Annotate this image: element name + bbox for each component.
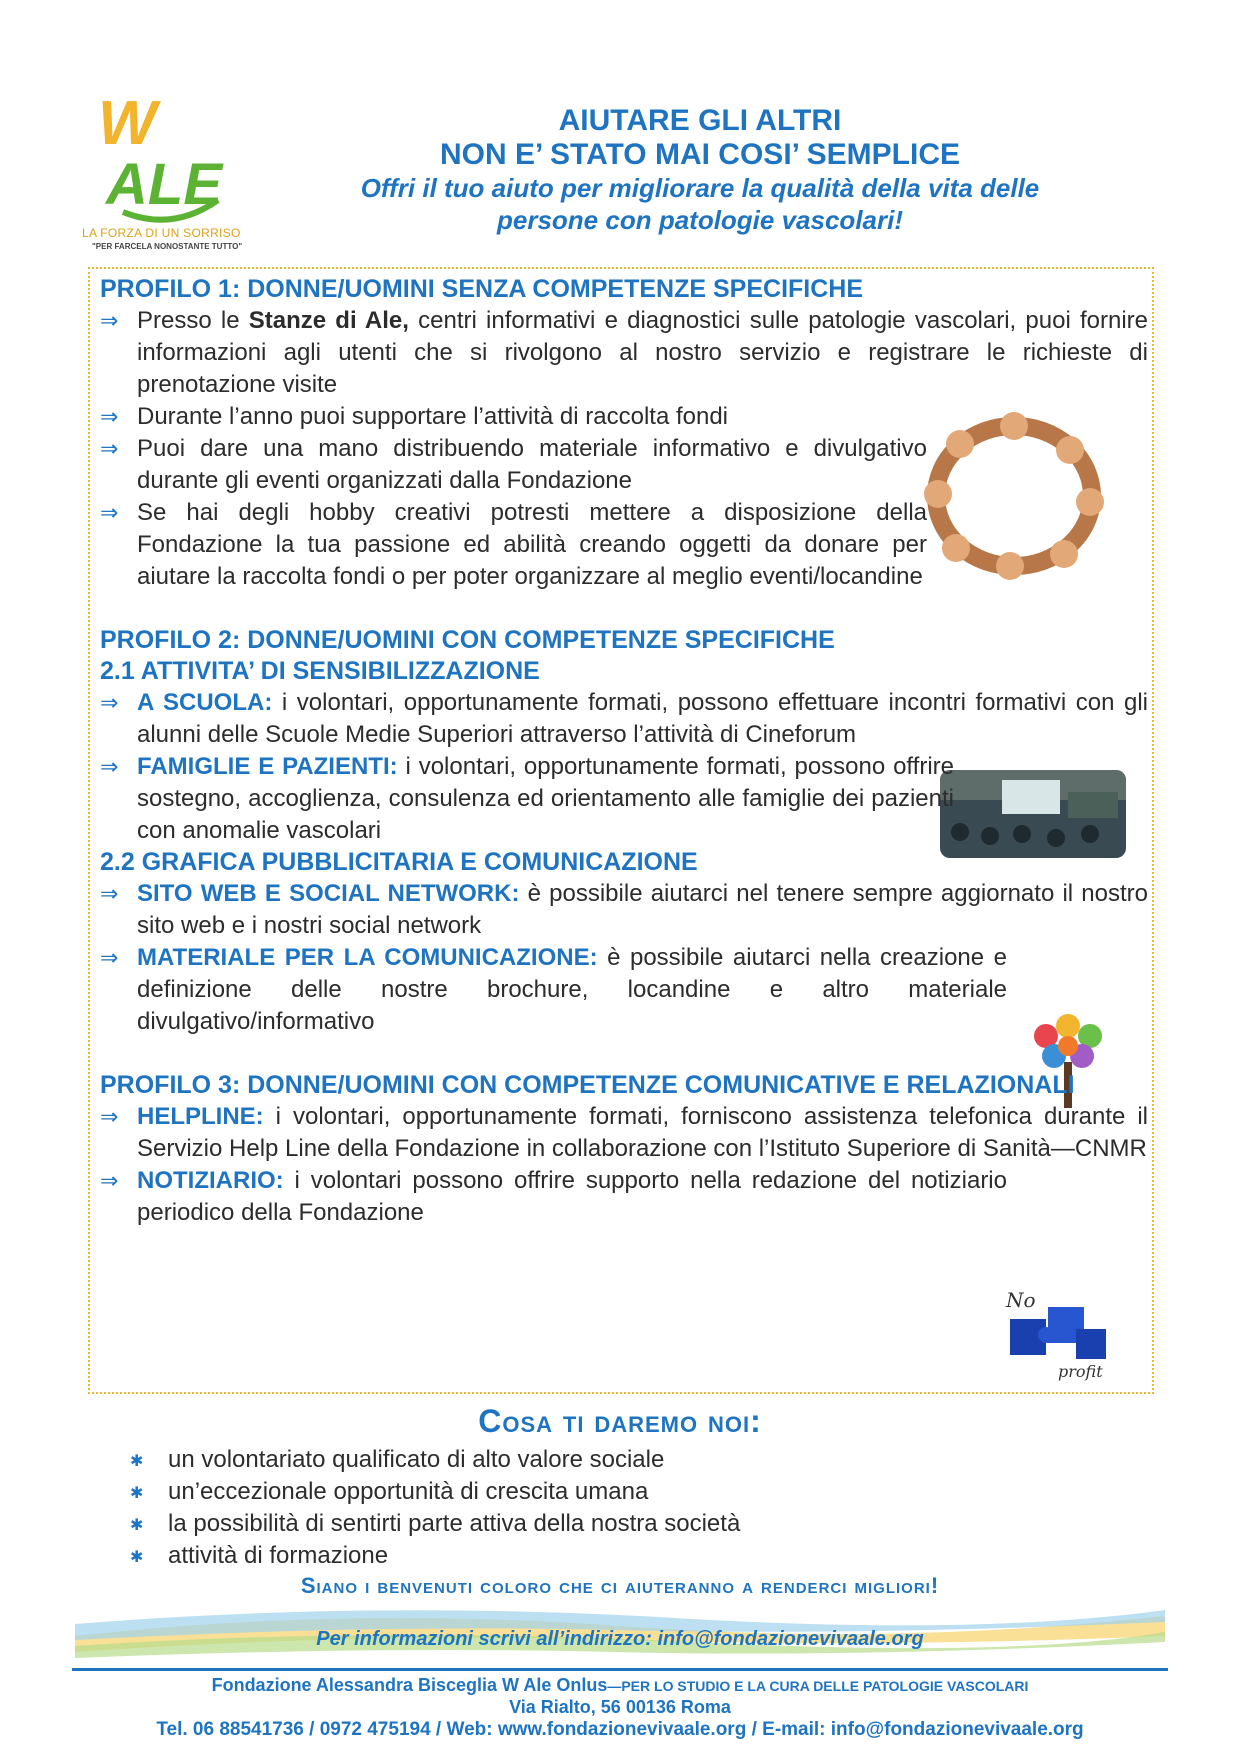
- list-item: ⇒ A SCUOLA: i volontari, opportunamente formati, possono effettuare incontri formativi con gli alunni delle Scuole Medie Superiori attraverso l’attività di Cineforum: [100, 689, 1149, 748]
- profilo2-sub1: 2.1 ATTIVITA’ DI SENSIBILIZZAZIONE: [100, 657, 540, 685]
- benefits-list: [130, 1444, 740, 1572]
- list-item: ⇒ FAMIGLIE E PAZIENTI: i volontari, opportunamente formati, possono offrire sostegno, accoglienza, consulenza ed orientamento alle famiglie dei pazienti con anomalie vascolari: [100, 753, 954, 844]
- footer: [0, 1674, 1240, 1742]
- list-item: ⇒ Se hai degli hobby creativi potresti mettere a disposizione della Fondazione la tua passione ed abilità creando oggetti da donare per aiutare la raccolta fondi o per poter organizzare al meglio eventi/locandine: [100, 499, 927, 590]
- svg-text:W: W: [98, 89, 157, 158]
- svg-text:ALE: ALE: [106, 152, 222, 217]
- info-email-line: Per informazioni scrivi all’indirizzo: info@fondazionevivaale.org: [316, 1628, 924, 1650]
- list-item: ⇒ Presso le Stanze di Ale, centri informativi e diagnostici sulle patologie vascolari, puoi fornire informazioni agli utenti che si rivolgono al nostro servizio e registrare le richieste di prenotazione visite: [100, 307, 1148, 398]
- profiles-content: [100, 274, 1148, 1229]
- arrow-icon: ⇒: [100, 436, 119, 461]
- closing-line: Siano i benvenuti coloro che ci aiuteranno a renderci migliori!: [300, 1573, 940, 1598]
- puzzle-text-profit: profit: [1058, 1362, 1103, 1381]
- list-item: ✱ attività di formazione: [130, 1540, 740, 1572]
- list-item: ✱ un’eccezionale opportunità di crescita umana: [130, 1476, 740, 1508]
- arrow-icon: ⇒: [100, 1168, 119, 1193]
- asterisk-icon: ✱: [130, 1549, 144, 1566]
- footer-contacts: Tel. 06 88541736 / 0972 475194 / Web: www.fondazionevivaale.org / E-mail: info@fondazionevivaale.org: [156, 1719, 1084, 1740]
- profilo2-title: PROFILO 2: DONNE/UOMINI CON COMPETENZE SPECIFICHE: [100, 626, 835, 654]
- arrow-icon: ⇒: [100, 308, 119, 333]
- no-profit-puzzle-image: [996, 1285, 1122, 1381]
- arrow-icon: ⇒: [100, 945, 119, 970]
- footer-divider: [72, 1668, 1168, 1671]
- asterisk-icon: ✱: [130, 1517, 144, 1534]
- list-item: ✱ la possibilità di sentirti parte attiva della nostra società: [130, 1508, 740, 1540]
- list-item: ⇒ NOTIZIARIO: i volontari possono offrire supporto nella redazione del notiziario periodico della Fondazione: [100, 1167, 1007, 1226]
- header-line3: Offri il tuo aiuto per migliorare la qualità della vita delle: [360, 173, 1040, 203]
- benefits-title: Cosa ti daremo noi:: [478, 1403, 762, 1439]
- profilo1-title: PROFILO 1: DONNE/UOMINI SENZA COMPETENZE SPECIFICHE: [100, 275, 864, 303]
- footer-tagline: —PER LO STUDIO E LA CURA DELLE PATOLOGIE VASCOLARI: [607, 1678, 1029, 1694]
- header-line2: NON E’ STATO MAI COSI’ SEMPLICE: [439, 138, 961, 171]
- arrow-icon: ⇒: [100, 500, 119, 525]
- list-item: ⇒ HELPLINE: i volontari, opportunamente formati, forniscono assistenza telefonica durante il Servizio Help Line della Fondazione in collaborazione con l’Istituto Superiore di Sanità—CNMR: [100, 1103, 1148, 1162]
- header-line1: AIUTARE GLI ALTRI: [558, 104, 842, 137]
- profilo3-title: PROFILO 3: DONNE/UOMINI CON COMPETENZE COMUNICATIVE E RELAZIONALI: [100, 1071, 1075, 1099]
- footer-name: Fondazione Alessandra Bisceglia W Ale Onlus: [211, 1675, 608, 1695]
- footer-address: Via Rialto, 56 00136 Roma: [509, 1697, 731, 1717]
- list-item: ⇒ Puoi dare una mano distribuendo materiale informativo e divulgativo durante gli eventi organizzati dalla Fondazione: [100, 435, 927, 494]
- header: [260, 104, 1140, 236]
- list-item: ⇒ MATERIALE PER LA COMUNICAZIONE: è possibile aiutarci nella creazione e definizione delle nostre brochure, locandine e altro materiale divulgativo/informativo: [100, 944, 1007, 1035]
- asterisk-icon: ✱: [130, 1453, 144, 1470]
- arrow-icon: ⇒: [100, 1104, 119, 1129]
- list-item: ⇒ SITO WEB E SOCIAL NETWORK: è possibile aiutarci nel tenere sempre aggiornato il nostro sito web e i nostri social network: [100, 880, 1149, 939]
- profilo2-sub2: 2.2 GRAFICA PUBBLICITARIA E COMUNICAZIONE: [100, 848, 698, 876]
- list-item: ✱ un volontariato qualificato di alto valore sociale: [130, 1444, 740, 1476]
- list-item: ⇒ Durante l’anno puoi supportare l’attività di raccolta fondi: [100, 401, 927, 433]
- header-line4: persone con patologie vascolari!: [497, 205, 903, 235]
- asterisk-icon: ✱: [130, 1485, 144, 1502]
- arrow-icon: ⇒: [100, 690, 119, 715]
- puzzle-text-no: No: [1006, 1288, 1036, 1312]
- logo-tagline: LA FORZA DI UN SORRISO: [82, 226, 241, 240]
- logo-subtagline: "PER FARCELA NONOSTANTE TUTTO": [92, 242, 243, 251]
- arrow-icon: ⇒: [100, 881, 119, 906]
- arrow-icon: ⇒: [100, 404, 119, 429]
- arrow-icon: ⇒: [100, 754, 119, 779]
